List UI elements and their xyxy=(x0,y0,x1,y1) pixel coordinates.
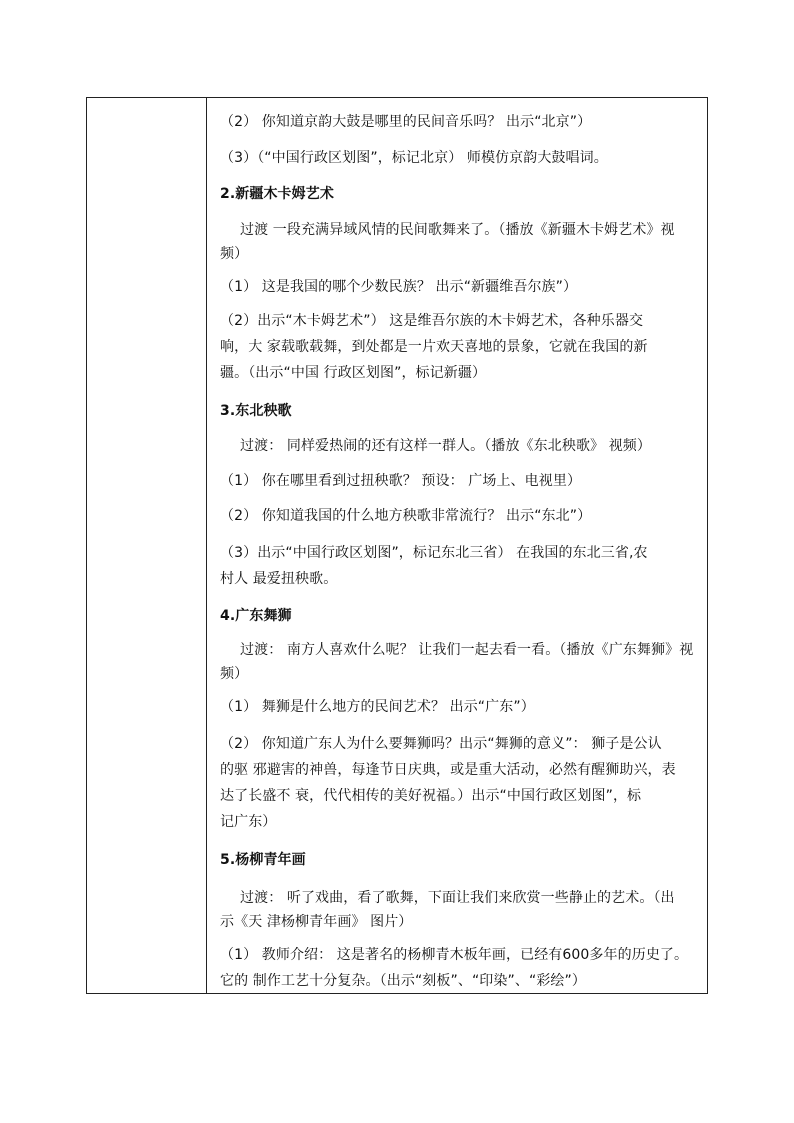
text-line: （1） 教师介绍： 这是著名的杨柳青木板年画，已经有600多年的历史了。 xyxy=(220,947,689,963)
text-line: （2） 你知道我国的什么地方秧歌非常流行？ 出示“东北”） xyxy=(220,508,592,524)
text-line: 达了长盛不 衰，代代相传的美好祝福。）出示“中国行政区划图”，标 xyxy=(220,788,642,804)
text-line: 村人 最爱扭秧歌。 xyxy=(220,571,338,587)
text-line: （2） 你知道广东人为什么要舞狮吗？出示“舞狮的意义”： 狮子是公认 xyxy=(220,736,662,752)
text-line: （2）出示“木卡姆艺术”） 这是维吾尔族的木卡姆艺术，各种乐器交 xyxy=(220,313,644,329)
text-line: （1） 舞狮是什么地方的民间艺术？ 出示“广东”） xyxy=(220,699,535,715)
text-line: 的驱 邪避害的神兽，每逢节日庆典，或是重大活动，必然有醒狮助兴，表 xyxy=(220,762,676,778)
table-left-cell xyxy=(87,98,207,993)
text-line: 记广东） xyxy=(220,814,277,830)
lesson-table xyxy=(86,97,708,994)
text-line: （3）（“中国行政区划图”，标记北京） 师模仿京韵大鼓唱词。 xyxy=(220,150,608,166)
text-line: （1） 这是我国的哪个少数民族？ 出示“新疆维吾尔族”） xyxy=(220,279,578,295)
section-heading: 3.东北秧歌 xyxy=(220,403,292,419)
text-line: 它的 制作工艺十分复杂。（出示“刻板”、“印染”、“彩绘”） xyxy=(220,973,586,989)
table-content-cell xyxy=(208,98,707,993)
text-line: 响，大 家载歌载舞，到处都是一片欢天喜地的景象，它就在我国的新 xyxy=(220,339,648,355)
text-line: 示《天 津杨柳青年画》 图片） xyxy=(220,914,413,930)
text-line: （3）出示“中国行政区划图”，标记东北三省） 在我国的东北三省,农 xyxy=(220,545,648,561)
text-line: （2） 你知道京韵大鼓是哪里的民间音乐吗？ 出示“北京”） xyxy=(220,114,592,130)
text-line: 过渡： 同样爱热闹的还有这样一群人。（播放《东北秧歌》 视频） xyxy=(240,438,651,454)
text-line: 频） xyxy=(220,246,249,262)
text-line: （1） 你在哪里看到过扭秧歌？ 预设： 广场上、电视里） xyxy=(220,473,582,489)
section-heading: 4.广东舞狮 xyxy=(220,608,292,624)
text-line: 过渡： 听了戏曲，看了歌舞，下面让我们来欣赏一些静止的艺术。（出 xyxy=(240,890,675,906)
section-heading: 5.杨柳青年画 xyxy=(220,852,306,868)
text-line: 过渡： 南方人喜欢什么呢？ 让我们一起去看一看。（播放《广东舞狮》视 xyxy=(240,642,694,658)
text-line: 过渡 一段充满异域风情的民间歌舞来了。（播放《新疆木卡姆艺术》视 xyxy=(240,222,675,238)
section-heading: 2.新疆木卡姆艺术 xyxy=(220,186,334,202)
text-line: 疆。（出示“中国 行政区划图”，标记新疆） xyxy=(220,365,487,381)
text-line: 频） xyxy=(220,666,249,682)
